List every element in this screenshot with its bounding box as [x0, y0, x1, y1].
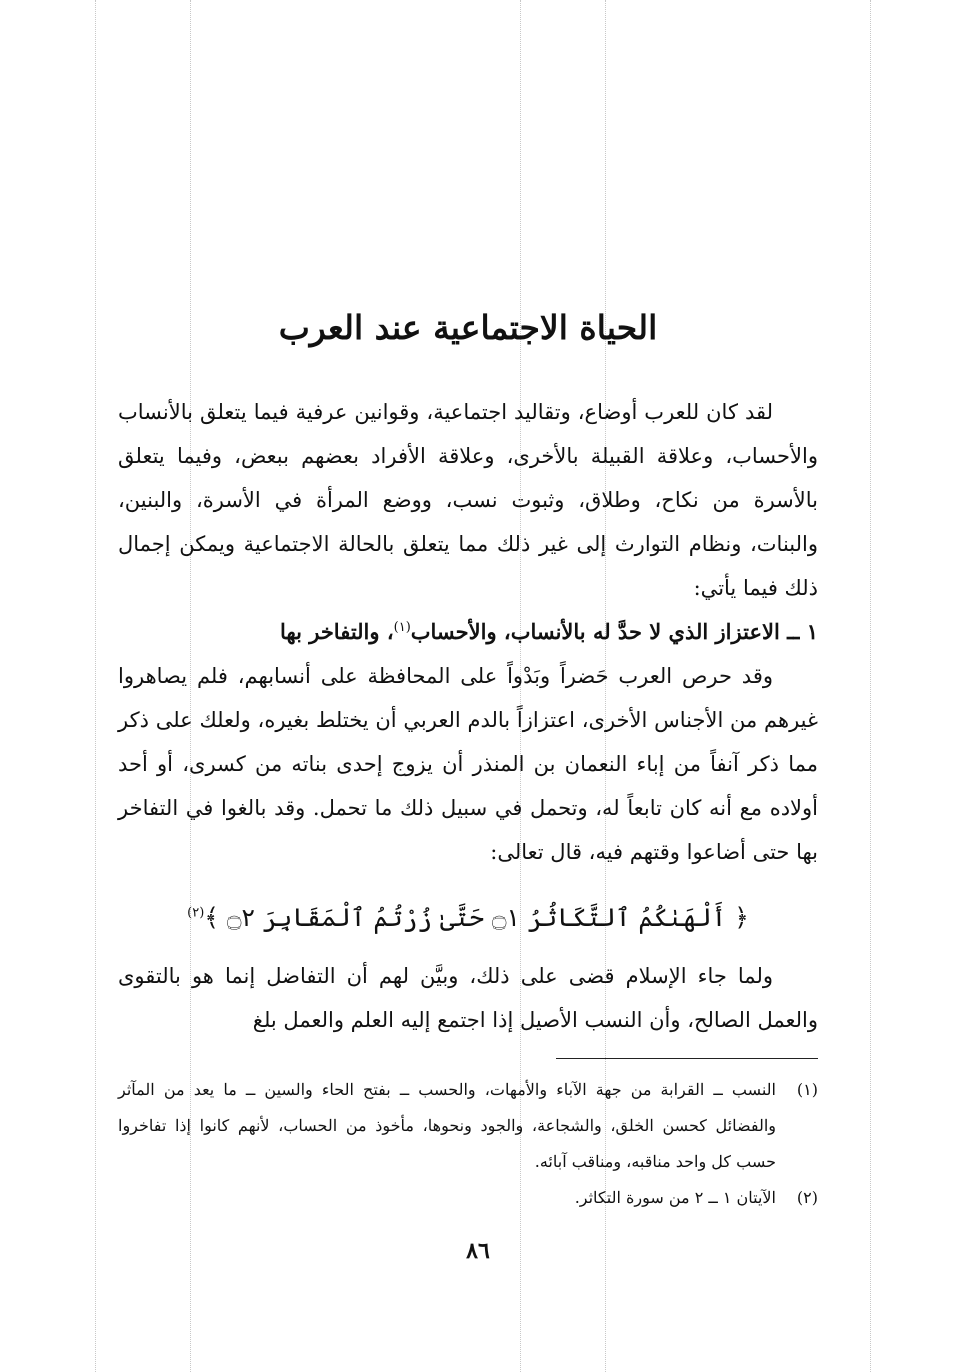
- intro-paragraph: لقد كان للعرب أوضاع، وتقاليد اجتماعية، وقوانين عرفية فيما يتعلق بالأنساب والأحساب، وعلاقة القبيلة بالأخرى، وعلاقة الأفراد بعضهم ببعض، وفيما يتعلق بالأسرة من نكاح، وطلاق، وثبوت نسب، ووضع المرأة في الأسرة، والبنين، والبنات، ونظام التوارث إلى غير ذلك مما يتعلق بالحالة الاجتماعية ويمكن إجمال ذلك فيما يأتي:: [118, 400, 818, 600]
- page-title: الحياة الاجتماعية عند العرب: [278, 308, 658, 347]
- section-heading-tail: ، والتفاخر بها: [280, 619, 394, 644]
- footnote-divider: [556, 1058, 818, 1059]
- scan-guide-line: [95, 0, 96, 1372]
- quran-verse: [118, 890, 818, 946]
- footnote-ref-2: (٢): [187, 905, 205, 921]
- footnote-number: (١): [796, 1080, 818, 1099]
- verse-text: ﴿ أَلْهَىٰكُمُ ٱلتَّكَاثُرُ ۝١ حَتَّىٰ زُرْتُمُ ٱلْمَقَابِرَ ۝٢ ﴾: [204, 903, 749, 932]
- section-paragraph: وقد حرص العرب حَضراً وبَدْواً على المحافظة على أنسابهم، فلم يصاهروا غيرهم من الأجناس الأخرى، اعتزازاً بالدم العربي أن يختلط بغيره، ولعلك على ذكر مما ذكر آنفاً من إباء النعمان بن المنذر أن يزوج إحدى بناته من كسرى، أو أحد أولاده مع أنه كان تابعاً له، وتحمل في سبيل ذلك ما تحمل. وقد بالغوا في التفاخر بها حتى أضاعوا وقتهم فيه، قال تعالى:: [118, 664, 818, 864]
- section-heading-text: ١ ــ الاعتزاز الذي لا حدَّ له بالأنساب، والأحساب: [410, 619, 818, 644]
- footnote-text: الآيتان ١ ــ ٢ من سورة التكاثر.: [574, 1188, 776, 1207]
- footnote-number: (٢): [796, 1188, 818, 1207]
- footnote-ref-1: (١): [393, 620, 411, 635]
- footnote-item: [118, 1180, 818, 1216]
- page-number: ٨٦: [466, 1238, 490, 1264]
- section-heading: [118, 610, 818, 654]
- footnote-item: [118, 1072, 818, 1180]
- footnote-text: النسب ــ القرابة من جهة الآباء والأمهات، والحسب ــ بفتح الحاء والسين ــ ما يعد من المآثر والفضائل كحسن الخلق، والشجاعة، والجود ونحوها، مأخوذ من الحساب، لأنهم كانوا إذا تفاخروا حسب كل واحد مناقبه، ومناقب آبائه.: [118, 1080, 776, 1171]
- footnote-list: [118, 1072, 818, 1216]
- main-text: [118, 390, 818, 1042]
- closing-paragraph: ولما جاء الإسلام قضى على ذلك، وبيَّن لهم أن التفاضل إنما هو بالتقوى والعمل الصالح، وأن النسب الأصيل إذا اجتمع إليه العلم والعمل بلغ: [118, 964, 818, 1032]
- scan-guide-line: [870, 0, 871, 1372]
